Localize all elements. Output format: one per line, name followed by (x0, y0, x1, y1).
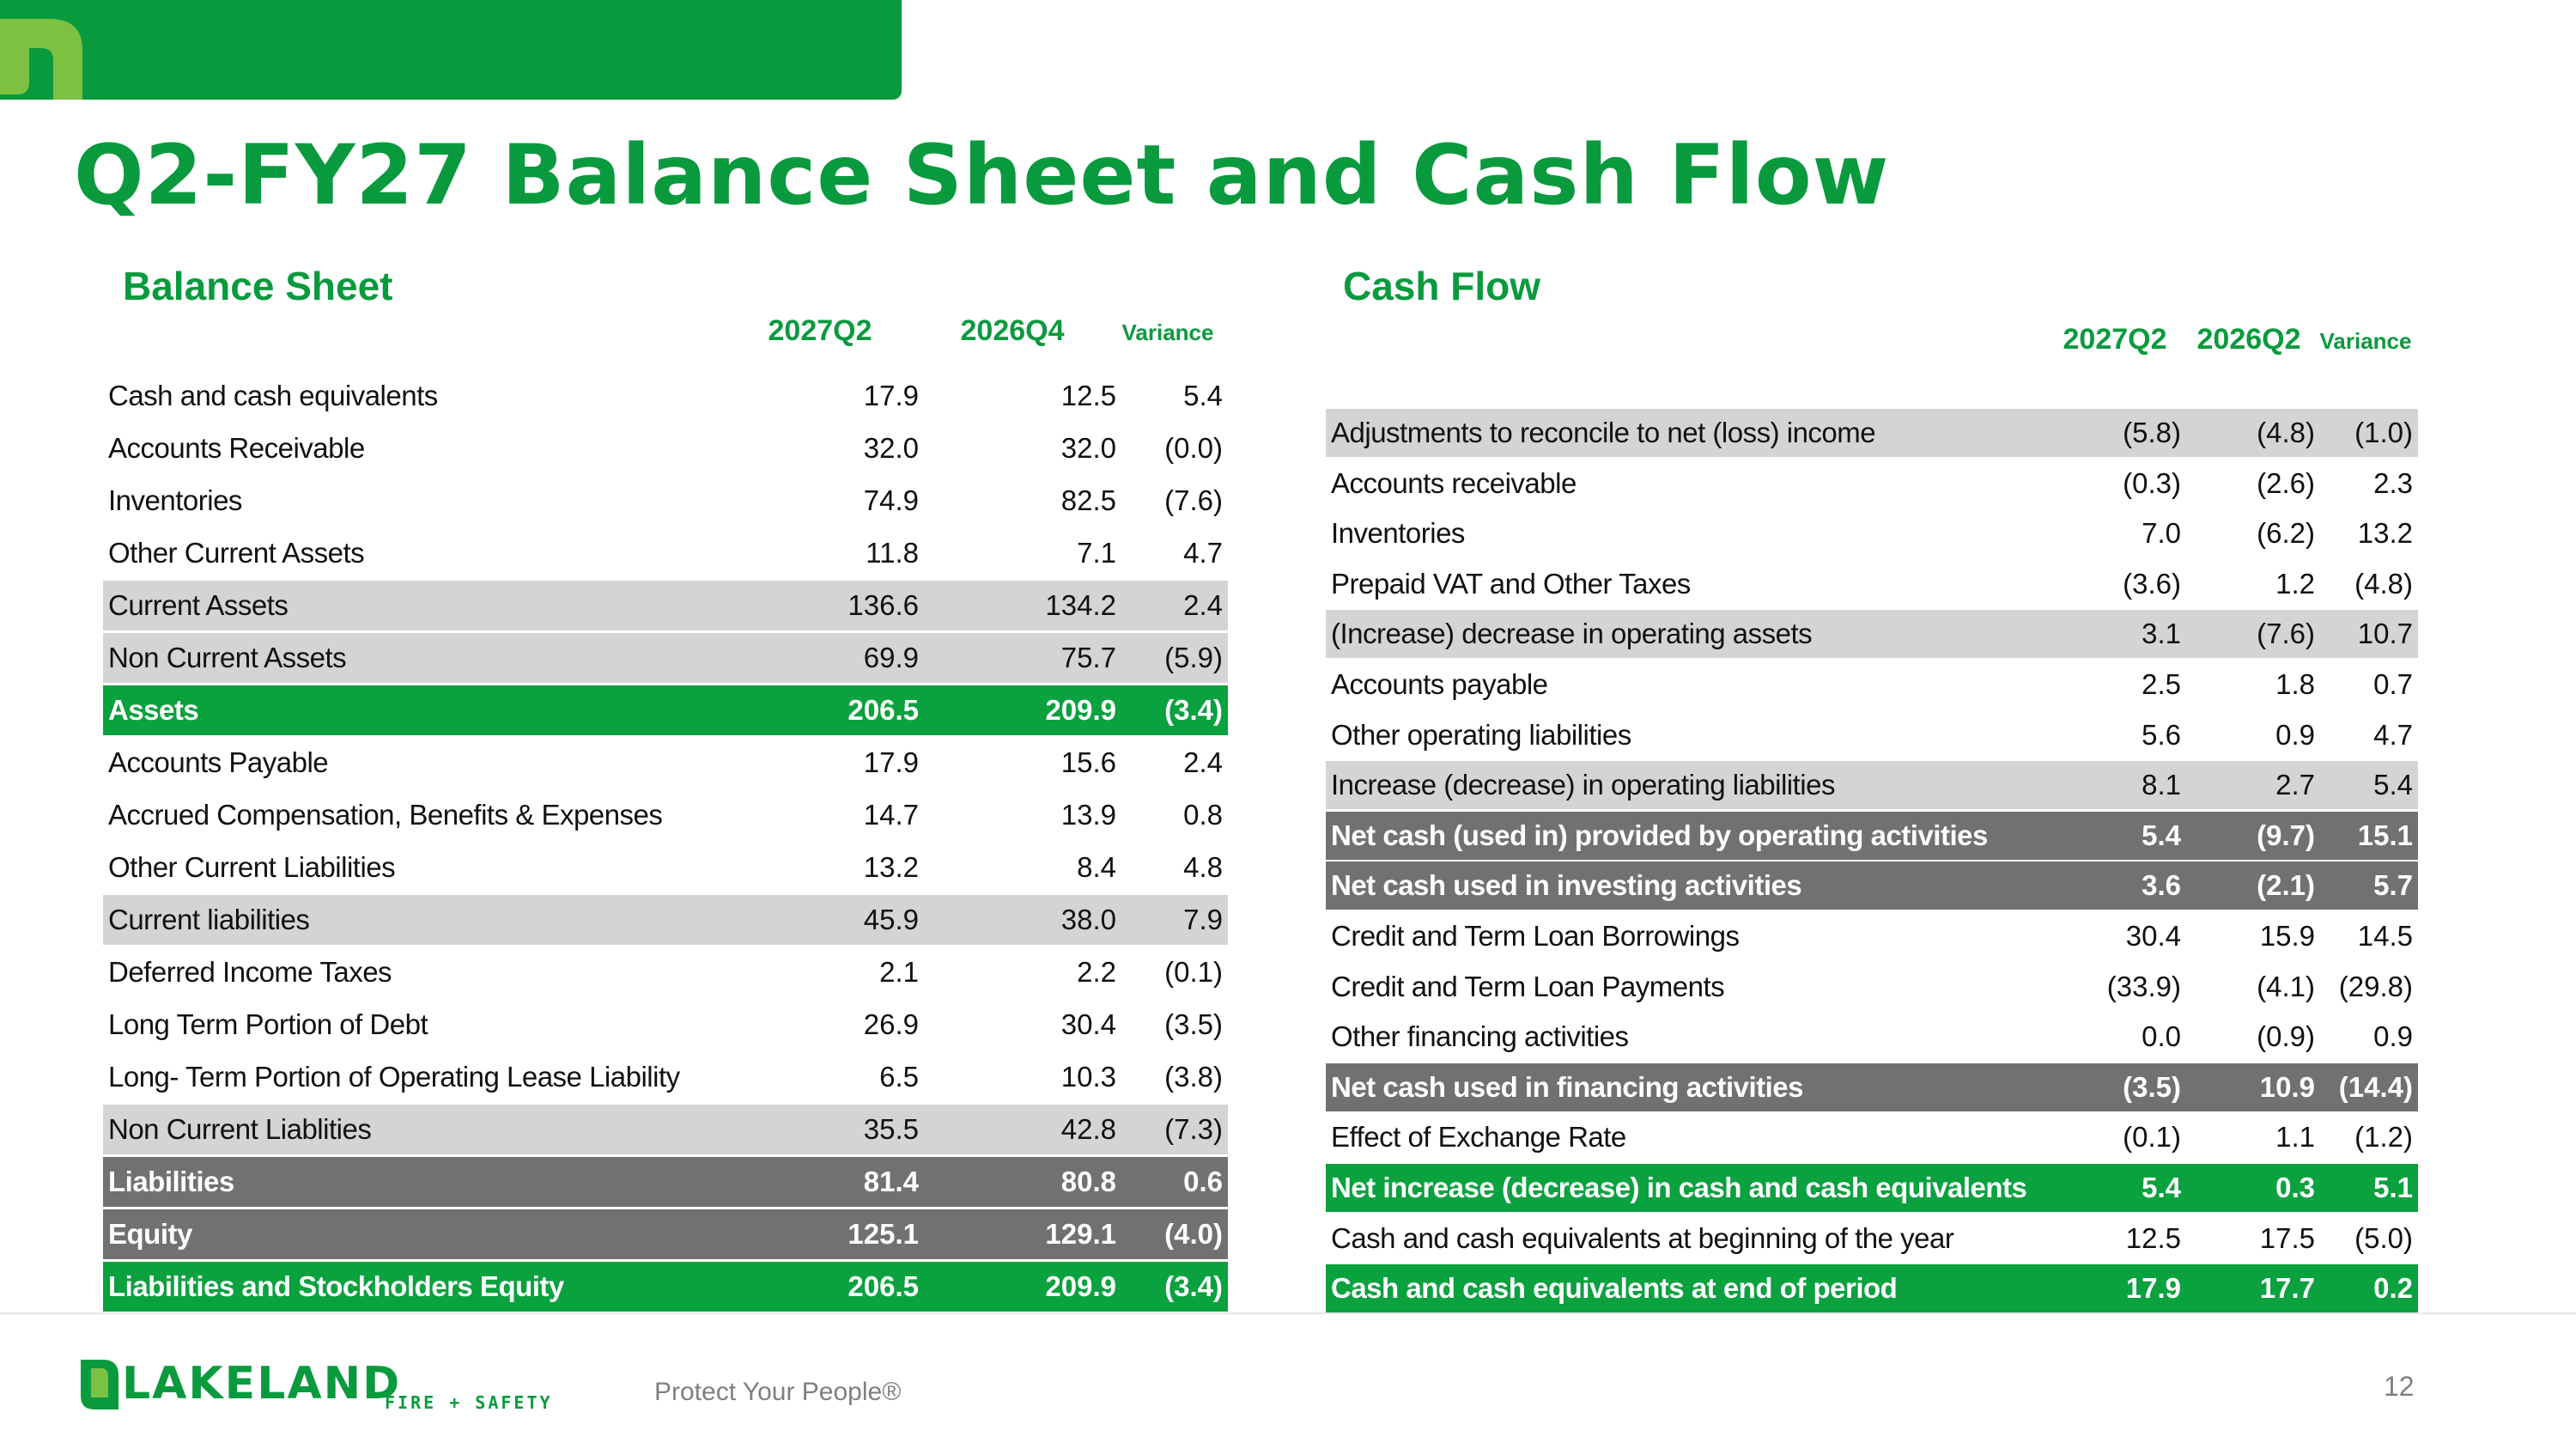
row-value-col-2: 38.0 (1060, 904, 1116, 935)
row-value-col-1: (0.3) (2123, 466, 2181, 499)
table-row (103, 1052, 1228, 1102)
balance-col-header-3: Variance (1121, 320, 1214, 345)
cash-flow-table (1326, 409, 2418, 1315)
row-value-col-3: 2.3 (2373, 466, 2413, 499)
row-value-col-3: (0.0) (1164, 432, 1223, 464)
row-value-col-3: (5.9) (1164, 642, 1223, 673)
table-row (103, 633, 1228, 683)
row-value-col-1: 17.9 (863, 380, 919, 411)
row-value-col-2: 1.8 (2275, 667, 2315, 700)
balance-sheet-table (103, 371, 1228, 1314)
row-value-col-1: 45.9 (863, 904, 919, 935)
row-value-col-1: 0.0 (2142, 1020, 2181, 1053)
row-label: Current Assets (108, 589, 289, 621)
row-value-col-2: 1.2 (2275, 567, 2315, 600)
row-value-col-3: (3.4) (1164, 694, 1223, 726)
row-label: Assets (108, 694, 199, 726)
row-value-col-2: 1.1 (2275, 1121, 2315, 1154)
row-value-col-3: 5.7 (2373, 869, 2413, 902)
row-label: Other Current Liabilities (108, 851, 396, 883)
row-label: Prepaid VAT and Other Taxes (1331, 567, 1691, 600)
row-value-col-2: 134.2 (1045, 589, 1116, 621)
row-label: Other operating liabilities (1331, 718, 1631, 751)
row-value-col-2: 2.2 (1077, 956, 1116, 988)
row-value-col-1: (0.1) (2123, 1121, 2181, 1154)
row-label: (Increase) decrease in operating assets (1331, 618, 1813, 650)
table-row (1326, 1164, 2418, 1212)
row-value-col-2: 7.1 (1077, 537, 1116, 569)
row-value-col-3: (4.0) (1164, 1218, 1223, 1250)
table-row (1326, 1264, 2418, 1312)
row-value-col-1: 206.5 (848, 694, 919, 726)
row-value-col-1: 3.6 (2142, 869, 2181, 902)
table-row (103, 947, 1228, 997)
row-value-col-2: 32.0 (1060, 432, 1116, 464)
row-label: Equity (108, 1218, 192, 1250)
row-value-col-1: 8.1 (2142, 769, 2181, 801)
table-row (1326, 912, 2418, 960)
row-label: Net cash used in investing activities (1331, 869, 1802, 902)
footer-tagline: Protect Your People® (654, 1378, 902, 1406)
row-value-col-1: 7.0 (2142, 517, 2181, 550)
row-value-col-3: (1.2) (2354, 1121, 2413, 1154)
row-value-col-3: 0.2 (2373, 1272, 2413, 1305)
table-row (1326, 460, 2418, 508)
row-value-col-3: 7.9 (1183, 904, 1223, 935)
row-value-col-3: 2.4 (1183, 589, 1223, 621)
row-value-col-2: 209.9 (1045, 694, 1116, 726)
row-value-col-2: 12.5 (1060, 380, 1116, 411)
row-value-col-1: 6.5 (879, 1061, 919, 1093)
row-value-col-2: 80.8 (1060, 1166, 1116, 1197)
row-value-col-1: 5.4 (2142, 1171, 2181, 1203)
row-value-col-2: 8.4 (1077, 851, 1116, 883)
row-value-col-3: (7.3) (1164, 1113, 1223, 1145)
row-value-col-2: 82.5 (1060, 484, 1116, 516)
row-value-col-2: (4.1) (2257, 970, 2315, 1002)
row-label: Other Current Assets (108, 537, 365, 569)
row-value-col-1: 125.1 (848, 1218, 919, 1250)
table-row (1326, 963, 2418, 1011)
row-label: Cash and cash equivalents at end of period (1331, 1272, 1898, 1305)
row-label: Accounts Payable (108, 746, 329, 778)
row-value-col-1: 26.9 (863, 1008, 919, 1040)
row-value-col-3: (1.0) (2354, 417, 2413, 448)
row-value-col-2: 17.5 (2259, 1221, 2315, 1254)
cashflow-col-header-1: 2027Q2 (2063, 323, 2167, 356)
header-banner (0, 0, 902, 100)
row-label: Cash and cash equivalents (108, 380, 438, 411)
row-value-col-2: (0.9) (2257, 1020, 2315, 1053)
table-row (103, 476, 1228, 526)
table-row (103, 528, 1228, 578)
row-label: Increase (decrease) in operating liabilities (1331, 769, 1835, 801)
row-value-col-1: 5.6 (2142, 718, 2181, 751)
row-value-col-3: 0.7 (2373, 667, 2413, 700)
table-row (1326, 1013, 2418, 1061)
table-row (1326, 1215, 2418, 1263)
row-value-col-1: 2.5 (2142, 667, 2181, 700)
balance-col-header-1: 2027Q2 (768, 314, 872, 347)
cashflow-col-header-2: 2026Q2 (2196, 323, 2301, 356)
table-row (1326, 509, 2418, 557)
table-row (103, 685, 1228, 735)
table-row (103, 738, 1228, 788)
row-value-col-3: 15.1 (2357, 819, 2413, 851)
table-row (1326, 560, 2418, 608)
row-value-col-2: 75.7 (1060, 642, 1116, 673)
table-row (103, 1262, 1228, 1312)
row-value-col-1: 69.9 (863, 642, 919, 673)
row-label: Accounts payable (1331, 667, 1548, 700)
row-value-col-2: (4.8) (2257, 417, 2315, 448)
balance-sheet-title: Balance Sheet (123, 264, 393, 308)
row-label: Other financing activities (1331, 1020, 1629, 1053)
row-value-col-2: 10.3 (1060, 1061, 1116, 1093)
row-value-col-1: 13.2 (863, 851, 919, 883)
row-value-col-2: 209.9 (1045, 1270, 1116, 1302)
table-row (1326, 711, 2418, 759)
row-value-col-3: (4.8) (2354, 567, 2413, 600)
row-value-col-2: 0.9 (2275, 718, 2315, 751)
row-value-col-1: 2.1 (879, 956, 919, 988)
table-row (103, 423, 1228, 473)
row-value-col-2: (2.6) (2257, 466, 2315, 499)
row-label: Accounts receivable (1331, 466, 1577, 499)
table-row (1326, 861, 2418, 910)
row-value-col-3: 0.6 (1183, 1166, 1223, 1197)
row-value-col-3: 4.8 (1183, 851, 1223, 883)
row-label: Credit and Term Loan Payments (1331, 970, 1725, 1002)
row-label: Non Current Liablities (108, 1113, 372, 1145)
row-value-col-2: 0.3 (2275, 1171, 2315, 1203)
row-value-col-1: (33.9) (2106, 970, 2181, 1002)
page-number: 12 (2384, 1371, 2415, 1402)
table-row (103, 843, 1228, 892)
row-label: Current liabilities (108, 904, 310, 935)
cashflow-col-header-3: Variance (2319, 328, 2412, 354)
row-label: Inventories (1331, 517, 1465, 550)
row-label: Effect of Exchange Rate (1331, 1121, 1626, 1154)
row-value-col-1: 35.5 (863, 1113, 919, 1145)
table-row (1326, 409, 2418, 457)
row-value-col-2: (9.7) (2257, 819, 2315, 851)
table-row (103, 1105, 1228, 1154)
row-value-col-3: 2.4 (1183, 746, 1223, 778)
row-value-col-3: 4.7 (2373, 718, 2413, 751)
row-value-col-2: 129.1 (1045, 1218, 1116, 1250)
row-label: Inventories (108, 484, 242, 516)
row-value-col-1: 17.9 (863, 746, 919, 778)
row-value-col-1: 136.6 (848, 589, 919, 621)
lakeland-logo-icon (81, 1360, 118, 1409)
table-row (1326, 1113, 2418, 1161)
row-value-col-3: 14.5 (2357, 919, 2413, 952)
row-value-col-3: (14.4) (2338, 1070, 2413, 1103)
row-value-col-1: 206.5 (848, 1270, 919, 1302)
row-value-col-3: 13.2 (2357, 517, 2413, 550)
row-value-col-1: (5.8) (2123, 417, 2181, 448)
row-label: Cash and cash equivalents at beginning of the year (1331, 1221, 1954, 1254)
row-value-col-1: 17.9 (2125, 1272, 2181, 1305)
row-label: Non Current Assets (108, 642, 347, 673)
table-row (1326, 1063, 2418, 1111)
row-value-col-3: (5.0) (2354, 1221, 2413, 1254)
table-row (1326, 761, 2418, 809)
row-value-col-2: (7.6) (2257, 618, 2315, 650)
row-value-col-3: (7.6) (1164, 484, 1223, 516)
balance-col-header-2: 2026Q4 (960, 314, 1065, 347)
row-value-col-3: 5.4 (2373, 769, 2413, 801)
row-label: Credit and Term Loan Borrowings (1331, 919, 1740, 952)
row-value-col-3: 5.1 (2373, 1171, 2413, 1203)
row-value-col-2: 42.8 (1060, 1113, 1116, 1145)
footer-brand-sub: FIRE + SAFETY (385, 1392, 553, 1413)
row-label: Liabilities and Stockholders Equity (108, 1270, 564, 1302)
table-row (103, 371, 1228, 421)
cash-flow-title: Cash Flow (1343, 264, 1541, 308)
brand-mark-icon (0, 0, 86, 100)
row-value-col-3: 4.7 (1183, 537, 1223, 569)
row-value-col-3: 10.7 (2357, 618, 2413, 650)
row-label: Liabilities (108, 1166, 234, 1197)
row-label: Net increase (decrease) in cash and cash equivalents (1331, 1171, 2027, 1203)
page-title: Q2-FY27 Balance Sheet and Cash Flow (74, 127, 1890, 223)
row-value-col-2: 15.6 (1060, 746, 1116, 778)
table-row (103, 1000, 1228, 1050)
table-row (1326, 610, 2418, 658)
row-label: Long- Term Portion of Operating Lease Liability (108, 1061, 680, 1093)
table-row (103, 895, 1228, 945)
row-label: Deferred Income Taxes (108, 956, 392, 988)
footer-brand-name: LAKELAND (122, 1358, 402, 1409)
row-label: Long Term Portion of Debt (108, 1008, 428, 1040)
table-row (1326, 661, 2418, 709)
row-value-col-1: 12.5 (2125, 1221, 2181, 1254)
row-value-col-3: 0.9 (2373, 1020, 2413, 1053)
row-value-col-1: 81.4 (863, 1166, 919, 1197)
row-label: Net cash (used in) provided by operating activities (1331, 819, 1988, 851)
table-row (103, 581, 1228, 630)
row-value-col-2: 2.7 (2275, 769, 2315, 801)
row-value-col-1: 74.9 (863, 484, 919, 516)
row-value-col-1: 32.0 (863, 432, 919, 464)
row-value-col-1: 30.4 (2125, 919, 2181, 952)
row-value-col-3: (3.8) (1164, 1061, 1223, 1093)
row-value-col-1: (3.5) (2123, 1070, 2181, 1103)
row-value-col-3: (3.4) (1164, 1270, 1223, 1302)
row-value-col-2: 10.9 (2259, 1070, 2315, 1103)
row-value-col-2: (6.2) (2257, 517, 2315, 550)
row-value-col-1: 14.7 (863, 799, 919, 831)
row-value-col-1: 5.4 (2142, 819, 2181, 851)
row-value-col-3: (29.8) (2338, 970, 2413, 1002)
row-value-col-3: (0.1) (1164, 956, 1223, 988)
table-row (103, 1157, 1228, 1207)
row-value-col-3: (3.5) (1164, 1008, 1223, 1040)
table-row (103, 1209, 1228, 1259)
row-label: Accrued Compensation, Benefits & Expenses (108, 799, 663, 831)
row-value-col-3: 5.4 (1183, 380, 1223, 411)
row-value-col-1: 3.1 (2142, 618, 2181, 650)
row-value-col-1: 11.8 (866, 537, 919, 569)
row-value-col-1: (3.6) (2123, 567, 2181, 600)
footer-divider (0, 1312, 2576, 1314)
row-value-col-2: 13.9 (1060, 799, 1116, 831)
row-value-col-2: 30.4 (1060, 1008, 1116, 1040)
table-row (1326, 812, 2418, 860)
row-value-col-2: 17.7 (2259, 1272, 2315, 1305)
row-value-col-2: (2.1) (2257, 869, 2315, 902)
table-row (103, 790, 1228, 840)
row-label: Accounts Receivable (108, 432, 365, 464)
row-label: Net cash used in financing activities (1331, 1070, 1803, 1103)
row-label: Adjustments to reconcile to net (loss) income (1331, 417, 1876, 448)
row-value-col-2: 15.9 (2259, 919, 2315, 952)
row-value-col-3: 0.8 (1183, 799, 1223, 831)
